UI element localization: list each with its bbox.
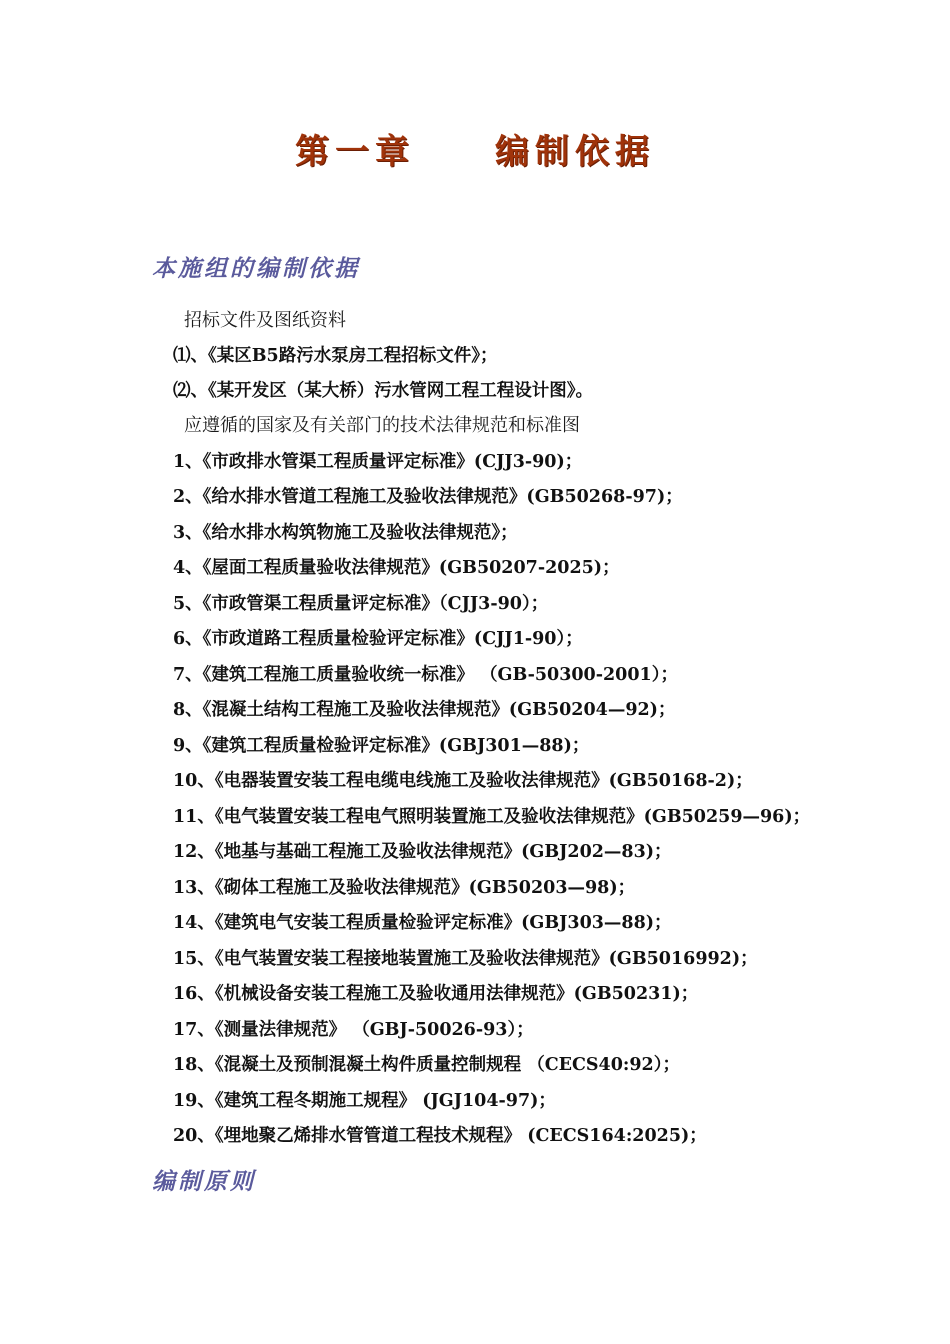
standard-item-1: 1、《市政排水管渠工程质量评定标准》(CJJ3-90)； [173,452,583,472]
standard-item-7: 7、《建筑工程施工质量验收统一标准》 （GB-50300-2001）； [173,665,678,685]
standard-item-13: 13、《砌体工程施工及验收法律规范》(GB50203—98)； [173,878,636,898]
standard-item-6: 6、《市政道路工程质量检验评定标准》(CJJ1-90）； [173,629,583,649]
standard-item-12: 12、《地基与基础工程施工及验收法律规范》(GBJ202—83)； [173,842,672,862]
tender-item-1: ⑴、《某区B5路污水泵房工程招标文件》； [173,346,498,366]
chapter-title: 第一章 编制依据 [295,132,655,172]
section-heading-basis: 本施组的编制依据 [152,255,360,282]
standard-item-20: 20、《埋地聚乙烯排水管管道工程技术规程》 (CECS164:2025)； [173,1126,707,1146]
standard-item-5: 5、《市政管渠工程质量评定标准》（CJJ3-90）； [173,594,549,614]
standard-item-14: 14、《建筑电气安装工程质量检验评定标准》(GBJ303—88)； [173,913,672,933]
section-heading-principles: 编制原则 [152,1168,256,1195]
standard-item-2: 2、《给水排水管道工程施工及验收法律规范》(GB50268-97)； [173,487,683,507]
standard-item-19: 19、《建筑工程冬期施工规程》 (JGJ104-97)； [173,1091,556,1111]
standard-item-16: 16、《机械设备安装工程施工及验收通用法律规范》(GB50231)； [173,984,699,1004]
standard-item-3: 3、《给水排水构筑物施工及验收法律规范》； [173,523,518,543]
standard-item-10: 10、《电器装置安装工程电缆电线施工及验收法律规范》(GB50168-2)； [173,771,753,791]
subheading-standards: 应遵循的国家及有关部门的技术法律规范和标准图 [184,415,580,436]
standard-item-18: 18、《混凝土及预制混凝土构件质量控制规程 （CECS40:92）； [173,1055,680,1075]
standard-item-9: 9、《建筑工程质量检验评定标准》(GBJ301—88)； [173,736,590,756]
standard-item-15: 15、《电气装置安装工程接地装置施工及验收法律规范》(GB5016992)； [173,949,758,969]
subheading-tender-documents: 招标文件及图纸资料 [184,310,346,331]
tender-item-2: ⑵、《某开发区（某大桥）污水管网工程工程设计图》。 [173,381,593,401]
standard-item-8: 8、《混凝土结构工程施工及验收法律规范》(GB50204—92)； [173,700,676,720]
standard-item-4: 4、《屋面工程质量验收法律规范》(GB50207-2025)； [173,558,620,578]
standard-item-11: 11、《电气装置安装工程电气照明装置施工及验收法律规范》(GB50259—96)； [173,807,811,827]
standard-item-17: 17、《测量法律规范》 （GBJ-50026-93）； [173,1020,534,1040]
